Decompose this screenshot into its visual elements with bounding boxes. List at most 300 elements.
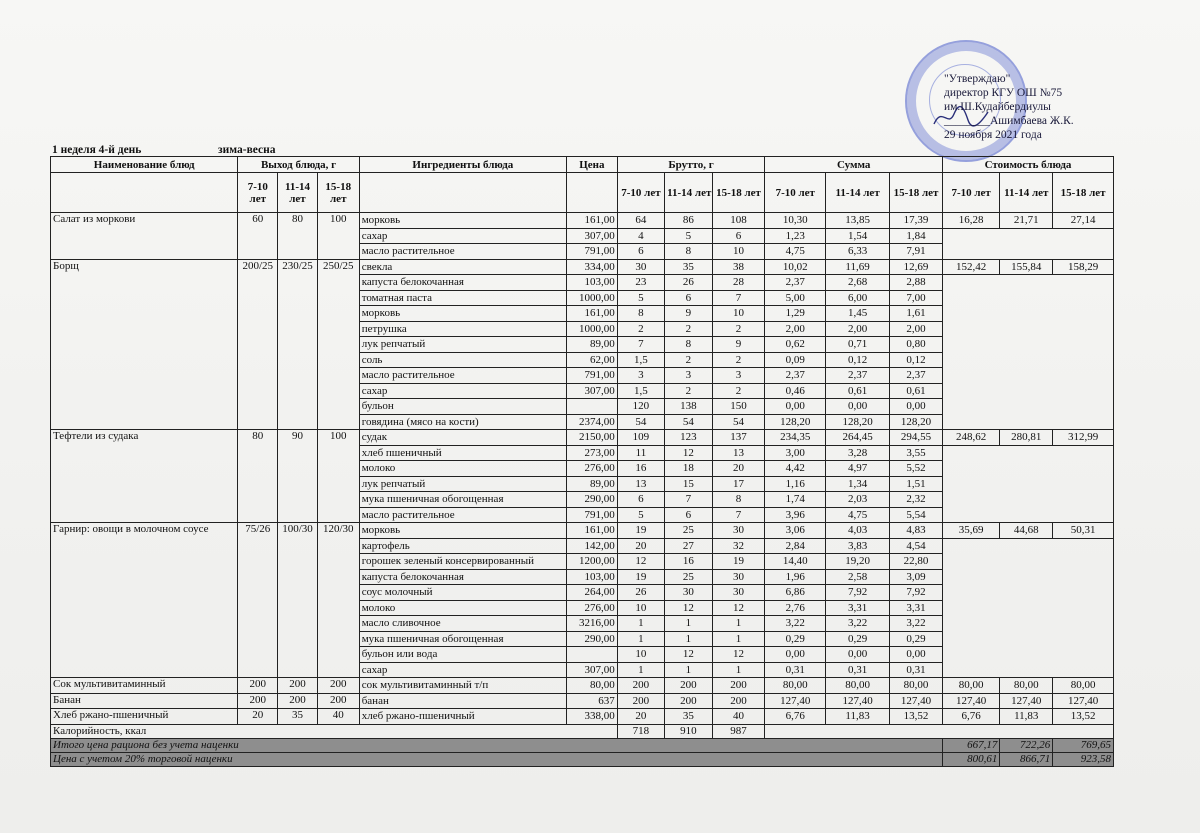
approval-date: 29 ноября 2021 года: [944, 129, 1042, 141]
ingredient-brutto: 86: [665, 213, 712, 229]
table-row: [51, 259, 1114, 275]
ingredient-sum: 1,96: [765, 569, 826, 585]
ingredient-sum: 0,29: [826, 631, 890, 647]
ingredient-sum: 0,29: [765, 631, 826, 647]
total-value: 722,26: [1000, 738, 1053, 752]
header-dish-cost: Стоимость блюда: [942, 157, 1113, 173]
ingredient-brutto: 54: [665, 414, 712, 430]
ingredient-brutto: 25: [665, 569, 712, 585]
header-yield-age-15-18: 15-18 лет: [317, 173, 359, 213]
ingredient-name: сахар: [359, 383, 566, 399]
ingredient-brutto: 12: [712, 600, 765, 616]
ingredient-sum: 0,00: [890, 399, 943, 415]
ingredient-brutto: 138: [665, 399, 712, 415]
ingredient-brutto: 200: [665, 678, 712, 694]
ingredient-sum: 264,45: [826, 430, 890, 446]
ingredient-sum: 12,69: [890, 259, 943, 275]
ingredient-sum: 1,23: [765, 228, 826, 244]
dish-cost: 16,28: [942, 213, 999, 229]
ingredient-name: мука пшеничная обогощенная: [359, 492, 566, 508]
ingredient-brutto: 20: [617, 709, 664, 725]
header-sum-age-7-10: 7-10 лет: [765, 173, 826, 213]
dish-cost: 80,00: [1000, 678, 1053, 694]
season-caption: зима-весна: [218, 144, 276, 156]
ingredient-sum: 128,20: [826, 414, 890, 430]
header-yield: Выход блюда, г: [238, 157, 359, 173]
ingredient-brutto: 12: [617, 554, 664, 570]
ingredient-brutto: 38: [712, 259, 765, 275]
ingredient-brutto: 1,5: [617, 352, 664, 368]
ingredient-brutto: 1: [712, 616, 765, 632]
ingredient-price: 161,00: [567, 306, 618, 322]
ingredient-sum: 0,31: [890, 662, 943, 678]
ingredient-price: 307,00: [567, 662, 618, 678]
ingredient-brutto: 35: [665, 259, 712, 275]
table-row: [51, 213, 1114, 229]
ingredient-sum: 17,39: [890, 213, 943, 229]
ingredient-sum: 0,62: [765, 337, 826, 353]
ingredient-name: хлеб ржано-пшеничный: [359, 709, 566, 725]
cost-blank: [942, 445, 1113, 523]
ingredient-brutto: 5: [665, 228, 712, 244]
dish-name: Банан: [51, 693, 238, 709]
ingredient-sum: 3,31: [826, 600, 890, 616]
ingredient-sum: 0,00: [765, 647, 826, 663]
dish-yield: 200: [317, 678, 359, 694]
header-dish-name: Наименование блюд: [51, 157, 238, 173]
header-yield-age-7-10: 7-10 лет: [238, 173, 278, 213]
ingredient-sum: 2,37: [890, 368, 943, 384]
ingredient-sum: 294,55: [890, 430, 943, 446]
dish-yield: 80: [238, 430, 278, 523]
ingredient-brutto: 2: [712, 321, 765, 337]
ingredient-brutto: 23: [617, 275, 664, 291]
header-ingredients: Ингредиенты блюда: [359, 157, 566, 173]
dish-yield: 35: [278, 709, 318, 725]
ingredient-brutto: 30: [712, 585, 765, 601]
ingredient-sum: 13,85: [826, 213, 890, 229]
ingredient-name: масло растительное: [359, 368, 566, 384]
ingredient-name: капуста белокочанная: [359, 569, 566, 585]
ingredient-sum: 4,75: [765, 244, 826, 260]
approval-block: [944, 72, 1114, 142]
ingredient-brutto: 6: [617, 492, 664, 508]
ingredient-sum: 0,00: [826, 647, 890, 663]
dish-cost: 158,29: [1053, 259, 1114, 275]
ingredient-name: судак: [359, 430, 566, 446]
header-yield-age-11-14: 11-14 лет: [278, 173, 318, 213]
ingredient-brutto: 40: [712, 709, 765, 725]
ingredient-price: 637: [567, 693, 618, 709]
ingredient-brutto: 6: [712, 228, 765, 244]
ingredient-brutto: 10: [617, 600, 664, 616]
dish-yield: 90: [278, 430, 318, 523]
ingredient-sum: 10,02: [765, 259, 826, 275]
ingredient-brutto: 54: [617, 414, 664, 430]
ingredient-sum: 2,37: [765, 368, 826, 384]
ingredient-name: масло сливочное: [359, 616, 566, 632]
ingredient-brutto: 5: [617, 290, 664, 306]
ingredient-sum: 19,20: [826, 554, 890, 570]
approval-school: им.Ш.Кудайбердиулы: [944, 101, 1051, 113]
ingredient-brutto: 20: [617, 538, 664, 554]
header-brutto: Брутто, г: [617, 157, 765, 173]
ingredient-name: мука пшеничная обогощенная: [359, 631, 566, 647]
ingredient-brutto: 18: [665, 461, 712, 477]
ingredient-brutto: 30: [712, 569, 765, 585]
ingredient-sum: 2,37: [826, 368, 890, 384]
week-day-caption: 1 неделя 4-й день: [52, 144, 142, 156]
dish-yield: 100/30: [278, 523, 318, 678]
ingredient-brutto: 1: [617, 631, 664, 647]
ingredient-name: томатная паста: [359, 290, 566, 306]
table-row: [51, 693, 1114, 709]
ingredient-name: морковь: [359, 306, 566, 322]
ingredient-sum: 3,00: [765, 445, 826, 461]
ingredient-sum: 4,42: [765, 461, 826, 477]
ingredient-sum: 0,29: [890, 631, 943, 647]
header-blank: [359, 173, 566, 213]
calories-blank: [765, 724, 1114, 738]
ingredient-brutto: 1: [665, 631, 712, 647]
ingredient-sum: 1,34: [826, 476, 890, 492]
ingredient-price: 2374,00: [567, 414, 618, 430]
ingredient-sum: 0,12: [890, 352, 943, 368]
menu-table: [50, 156, 1114, 767]
dish-cost: 50,31: [1053, 523, 1114, 539]
ingredient-sum: 0,00: [765, 399, 826, 415]
ingredient-brutto: 17: [712, 476, 765, 492]
ingredient-price: 103,00: [567, 569, 618, 585]
ingredient-price: [567, 647, 618, 663]
ingredient-brutto: 15: [665, 476, 712, 492]
total-row: [51, 752, 1114, 766]
header-cost-age-11-14: 11-14 лет: [1000, 173, 1053, 213]
total-row: [51, 738, 1114, 752]
ingredient-brutto: 8: [665, 244, 712, 260]
total-value: 923,58: [1053, 752, 1114, 766]
ingredient-brutto: 200: [665, 693, 712, 709]
ingredient-name: лук репчатый: [359, 337, 566, 353]
total-label: Итого цена рациона без учета наценки: [51, 738, 943, 752]
ingredient-sum: 0,71: [826, 337, 890, 353]
ingredient-price: 1200,00: [567, 554, 618, 570]
ingredient-sum: 3,09: [890, 569, 943, 585]
ingredient-price: 103,00: [567, 275, 618, 291]
ingredient-brutto: 27: [665, 538, 712, 554]
ingredient-sum: 0,61: [890, 383, 943, 399]
dish-name: Борщ: [51, 259, 238, 430]
dish-cost: 280,81: [1000, 430, 1053, 446]
dish-name: Салат из моркови: [51, 213, 238, 260]
ingredient-name: морковь: [359, 213, 566, 229]
ingredient-brutto: 26: [665, 275, 712, 291]
ingredient-sum: 22,80: [890, 554, 943, 570]
ingredient-name: горошек зеленый консервированный: [359, 554, 566, 570]
ingredient-brutto: 10: [617, 647, 664, 663]
ingredient-name: молоко: [359, 600, 566, 616]
ingredient-brutto: 20: [712, 461, 765, 477]
ingredient-sum: 3,28: [826, 445, 890, 461]
ingredient-sum: 2,03: [826, 492, 890, 508]
calories-value: 987: [712, 724, 765, 738]
ingredient-sum: 2,37: [765, 275, 826, 291]
ingredient-sum: 2,00: [890, 321, 943, 337]
ingredient-brutto: 26: [617, 585, 664, 601]
dish-cost: 127,40: [1053, 693, 1114, 709]
table-row: [51, 678, 1114, 694]
ingredient-sum: 3,06: [765, 523, 826, 539]
ingredient-name: морковь: [359, 523, 566, 539]
ingredient-brutto: 13: [617, 476, 664, 492]
dish-yield: 200/25: [238, 259, 278, 430]
ingredient-name: бульон или вода: [359, 647, 566, 663]
ingredient-price: 791,00: [567, 507, 618, 523]
ingredient-brutto: 6: [665, 507, 712, 523]
ingredient-sum: 1,74: [765, 492, 826, 508]
ingredient-brutto: 13: [712, 445, 765, 461]
ingredient-brutto: 30: [665, 585, 712, 601]
ingredient-price: 307,00: [567, 228, 618, 244]
ingredient-sum: 7,91: [890, 244, 943, 260]
dish-yield: 200: [317, 693, 359, 709]
ingredient-brutto: 120: [617, 399, 664, 415]
ingredient-brutto: 64: [617, 213, 664, 229]
approval-title: "Утверждаю": [944, 73, 1011, 85]
ingredient-brutto: 1: [665, 616, 712, 632]
dish-yield: 200: [238, 693, 278, 709]
dish-cost: 248,62: [942, 430, 999, 446]
ingredient-name: картофель: [359, 538, 566, 554]
ingredient-brutto: 5: [617, 507, 664, 523]
ingredient-price: 334,00: [567, 259, 618, 275]
dish-cost: 44,68: [1000, 523, 1053, 539]
ingredient-sum: 234,35: [765, 430, 826, 446]
ingredient-sum: 127,40: [826, 693, 890, 709]
ingredient-sum: 6,76: [765, 709, 826, 725]
ingredient-brutto: 32: [712, 538, 765, 554]
dish-yield: 200: [278, 678, 318, 694]
ingredient-sum: 5,00: [765, 290, 826, 306]
ingredient-price: 791,00: [567, 368, 618, 384]
ingredient-brutto: 200: [617, 678, 664, 694]
ingredient-sum: 5,54: [890, 507, 943, 523]
ingredient-brutto: 30: [712, 523, 765, 539]
ingredient-sum: 80,00: [890, 678, 943, 694]
ingredient-brutto: 7: [712, 507, 765, 523]
ingredient-price: 273,00: [567, 445, 618, 461]
ingredient-sum: 0,46: [765, 383, 826, 399]
ingredient-price: 89,00: [567, 337, 618, 353]
ingredient-sum: 3,83: [826, 538, 890, 554]
ingredient-brutto: 1,5: [617, 383, 664, 399]
calories-value: 718: [617, 724, 664, 738]
ingredient-sum: 2,58: [826, 569, 890, 585]
ingredient-brutto: 200: [712, 678, 765, 694]
ingredient-brutto: 12: [665, 600, 712, 616]
ingredient-brutto: 200: [712, 693, 765, 709]
ingredient-brutto: 2: [665, 383, 712, 399]
ingredient-price: 290,00: [567, 492, 618, 508]
ingredient-brutto: 3: [712, 368, 765, 384]
dish-name: Хлеб ржано-пшеничный: [51, 709, 238, 725]
dish-cost: 6,76: [942, 709, 999, 725]
ingredient-sum: 0,31: [826, 662, 890, 678]
ingredient-price: 142,00: [567, 538, 618, 554]
dish-cost: 21,71: [1000, 213, 1053, 229]
ingredient-sum: 0,00: [890, 647, 943, 663]
ingredient-brutto: 123: [665, 430, 712, 446]
ingredient-brutto: 25: [665, 523, 712, 539]
ingredient-brutto: 2: [712, 352, 765, 368]
dish-yield: 100: [317, 213, 359, 260]
ingredient-sum: 2,76: [765, 600, 826, 616]
ingredient-brutto: 7: [665, 492, 712, 508]
ingredient-brutto: 9: [712, 337, 765, 353]
ingredient-price: 161,00: [567, 523, 618, 539]
dish-name: Сок мультивитаминный: [51, 678, 238, 694]
ingredient-brutto: 16: [617, 461, 664, 477]
ingredient-brutto: 4: [617, 228, 664, 244]
ingredient-sum: 7,92: [890, 585, 943, 601]
ingredient-brutto: 200: [617, 693, 664, 709]
ingredient-name: говядина (мясо на кости): [359, 414, 566, 430]
ingredient-brutto: 10: [712, 244, 765, 260]
ingredient-sum: 3,31: [890, 600, 943, 616]
calories-row: [51, 724, 1114, 738]
ingredient-name: бульон: [359, 399, 566, 415]
ingredient-sum: 127,40: [765, 693, 826, 709]
header-brutto-age-15-18: 15-18 лет: [712, 173, 765, 213]
ingredient-brutto: 8: [712, 492, 765, 508]
ingredient-sum: 128,20: [765, 414, 826, 430]
ingredient-brutto: 19: [712, 554, 765, 570]
ingredient-sum: 3,22: [765, 616, 826, 632]
ingredient-brutto: 12: [665, 445, 712, 461]
ingredient-sum: 80,00: [765, 678, 826, 694]
ingredient-name: соль: [359, 352, 566, 368]
header-sum-age-15-18: 15-18 лет: [890, 173, 943, 213]
cost-blank: [942, 538, 1113, 678]
ingredient-sum: 11,83: [826, 709, 890, 725]
ingredient-brutto: 12: [665, 647, 712, 663]
ingredient-name: молоко: [359, 461, 566, 477]
ingredient-sum: 2,32: [890, 492, 943, 508]
dish-cost: 27,14: [1053, 213, 1114, 229]
ingredient-sum: 80,00: [826, 678, 890, 694]
ingredient-brutto: 7: [617, 337, 664, 353]
ingredient-brutto: 19: [617, 569, 664, 585]
ingredient-sum: 0,31: [765, 662, 826, 678]
dish-cost: 80,00: [942, 678, 999, 694]
header-sum: Сумма: [765, 157, 943, 173]
ingredient-sum: 2,84: [765, 538, 826, 554]
header-brutto-age-11-14: 11-14 лет: [665, 173, 712, 213]
ingredient-brutto: 16: [665, 554, 712, 570]
ingredient-sum: 2,88: [890, 275, 943, 291]
ingredient-brutto: 12: [712, 647, 765, 663]
ingredient-sum: 0,61: [826, 383, 890, 399]
ingredient-sum: 3,96: [765, 507, 826, 523]
ingredient-price: [567, 399, 618, 415]
ingredient-sum: 1,51: [890, 476, 943, 492]
ingredient-sum: 0,09: [765, 352, 826, 368]
dish-cost: 11,83: [1000, 709, 1053, 725]
ingredient-price: 161,00: [567, 213, 618, 229]
ingredient-sum: 0,12: [826, 352, 890, 368]
dish-yield: 60: [238, 213, 278, 260]
ingredient-price: 1000,00: [567, 321, 618, 337]
ingredient-name: лук репчатый: [359, 476, 566, 492]
ingredient-sum: 13,52: [890, 709, 943, 725]
dish-cost: 127,40: [1000, 693, 1053, 709]
ingredient-sum: 4,03: [826, 523, 890, 539]
ingredient-brutto: 150: [712, 399, 765, 415]
ingredient-price: 80,00: [567, 678, 618, 694]
total-value: 800,61: [942, 752, 999, 766]
ingredient-name: капуста белокочанная: [359, 275, 566, 291]
ingredient-name: масло растительное: [359, 507, 566, 523]
approval-signatory: ________Ашимбаева Ж.К.: [944, 115, 1074, 127]
dish-cost: 155,84: [1000, 259, 1053, 275]
ingredient-brutto: 2: [712, 383, 765, 399]
total-value: 866,71: [1000, 752, 1053, 766]
dish-cost: 80,00: [1053, 678, 1114, 694]
ingredient-sum: 3,22: [826, 616, 890, 632]
ingredient-brutto: 35: [665, 709, 712, 725]
dish-name: Тефтели из судака: [51, 430, 238, 523]
ingredient-brutto: 3: [665, 368, 712, 384]
total-label: Цена с учетом 20% торговой наценки: [51, 752, 943, 766]
ingredient-name: масло растительное: [359, 244, 566, 260]
ingredient-sum: 0,80: [890, 337, 943, 353]
ingredient-brutto: 6: [665, 290, 712, 306]
ingredient-sum: 4,75: [826, 507, 890, 523]
ingredient-sum: 6,86: [765, 585, 826, 601]
ingredient-name: банан: [359, 693, 566, 709]
header-cost-age-15-18: 15-18 лет: [1053, 173, 1114, 213]
ingredient-brutto: 1: [665, 662, 712, 678]
ingredient-sum: 6,33: [826, 244, 890, 260]
table-row: [51, 430, 1114, 446]
ingredient-brutto: 6: [617, 244, 664, 260]
ingredient-price: 290,00: [567, 631, 618, 647]
dish-name: Гарнир: овощи в молочном соусе: [51, 523, 238, 678]
ingredient-price: 62,00: [567, 352, 618, 368]
ingredient-sum: 1,16: [765, 476, 826, 492]
table-row: [51, 523, 1114, 539]
ingredient-brutto: 8: [617, 306, 664, 322]
ingredient-sum: 14,40: [765, 554, 826, 570]
header-price: Цена: [567, 157, 618, 173]
ingredient-brutto: 1: [712, 631, 765, 647]
ingredient-sum: 4,54: [890, 538, 943, 554]
ingredient-sum: 7,92: [826, 585, 890, 601]
ingredient-sum: 4,83: [890, 523, 943, 539]
ingredient-name: свекла: [359, 259, 566, 275]
ingredient-price: 276,00: [567, 600, 618, 616]
dish-yield: 200: [278, 693, 318, 709]
header-cost-age-7-10: 7-10 лет: [942, 173, 999, 213]
dish-yield: 20: [238, 709, 278, 725]
ingredient-brutto: 30: [617, 259, 664, 275]
calories-label: Калорийность, ккал: [51, 724, 618, 738]
ingredient-sum: 1,61: [890, 306, 943, 322]
ingredient-sum: 1,45: [826, 306, 890, 322]
ingredient-brutto: 54: [712, 414, 765, 430]
ingredient-sum: 10,30: [765, 213, 826, 229]
ingredient-price: 89,00: [567, 476, 618, 492]
